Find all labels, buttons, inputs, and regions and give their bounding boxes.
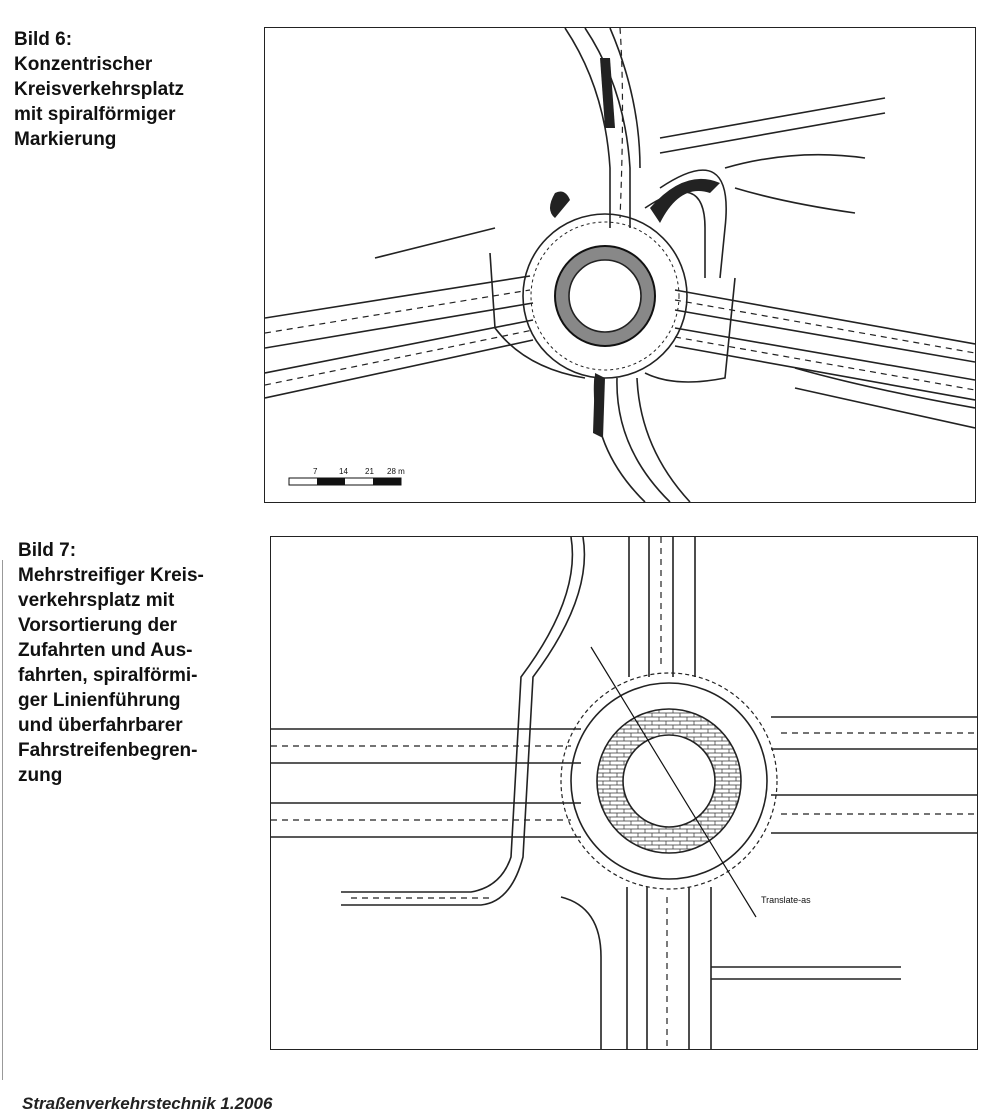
figure7-caption-line: zung (18, 765, 63, 786)
figure6-number: Bild 6: (14, 29, 73, 50)
figure6-caption-line: Markierung (14, 129, 117, 150)
figure7-caption-line: und überfahrbarer (18, 715, 183, 736)
figure6-caption-line: mit spiralförmiger (14, 104, 176, 125)
figure7-caption-line: Fahrstreifenbegren- (18, 740, 198, 761)
figure7-number: Bild 7: (18, 540, 77, 561)
scale-label: 7 (313, 467, 318, 476)
scale-bar (289, 467, 405, 485)
figure6-caption-line: Kreisverkehrsplatz (14, 79, 185, 100)
figure6-drawing (264, 27, 976, 503)
scale-label: 21 (365, 467, 374, 476)
figure6-caption-line: Konzentrischer (14, 54, 153, 75)
roundabout-plan-6 (265, 28, 975, 502)
scale-label: 28 m (387, 467, 405, 476)
roundabout-plan-7 (271, 537, 977, 1049)
left-margin-rule (2, 560, 3, 1080)
figure7-caption-line: fahrten, spiralförmi- (18, 665, 198, 686)
figure7-caption-line: ger Linienführung (18, 690, 181, 711)
figure7-caption-line: Zufahrten und Aus- (18, 640, 193, 661)
figure6-caption (14, 27, 184, 152)
page-footer: Straßenverkehrstechnik 1.2006 (22, 1094, 273, 1113)
figure7-caption-line: Mehrstreifiger Kreis- (18, 565, 204, 586)
figure7-caption (18, 538, 204, 788)
scale-label: 14 (339, 467, 348, 476)
figure7-caption-line: verkehrsplatz mit (18, 590, 175, 611)
figure7-drawing (270, 536, 978, 1050)
figure7-caption-line: Vorsortierung der (18, 615, 178, 636)
annotation-label: Translate-as (761, 895, 811, 905)
